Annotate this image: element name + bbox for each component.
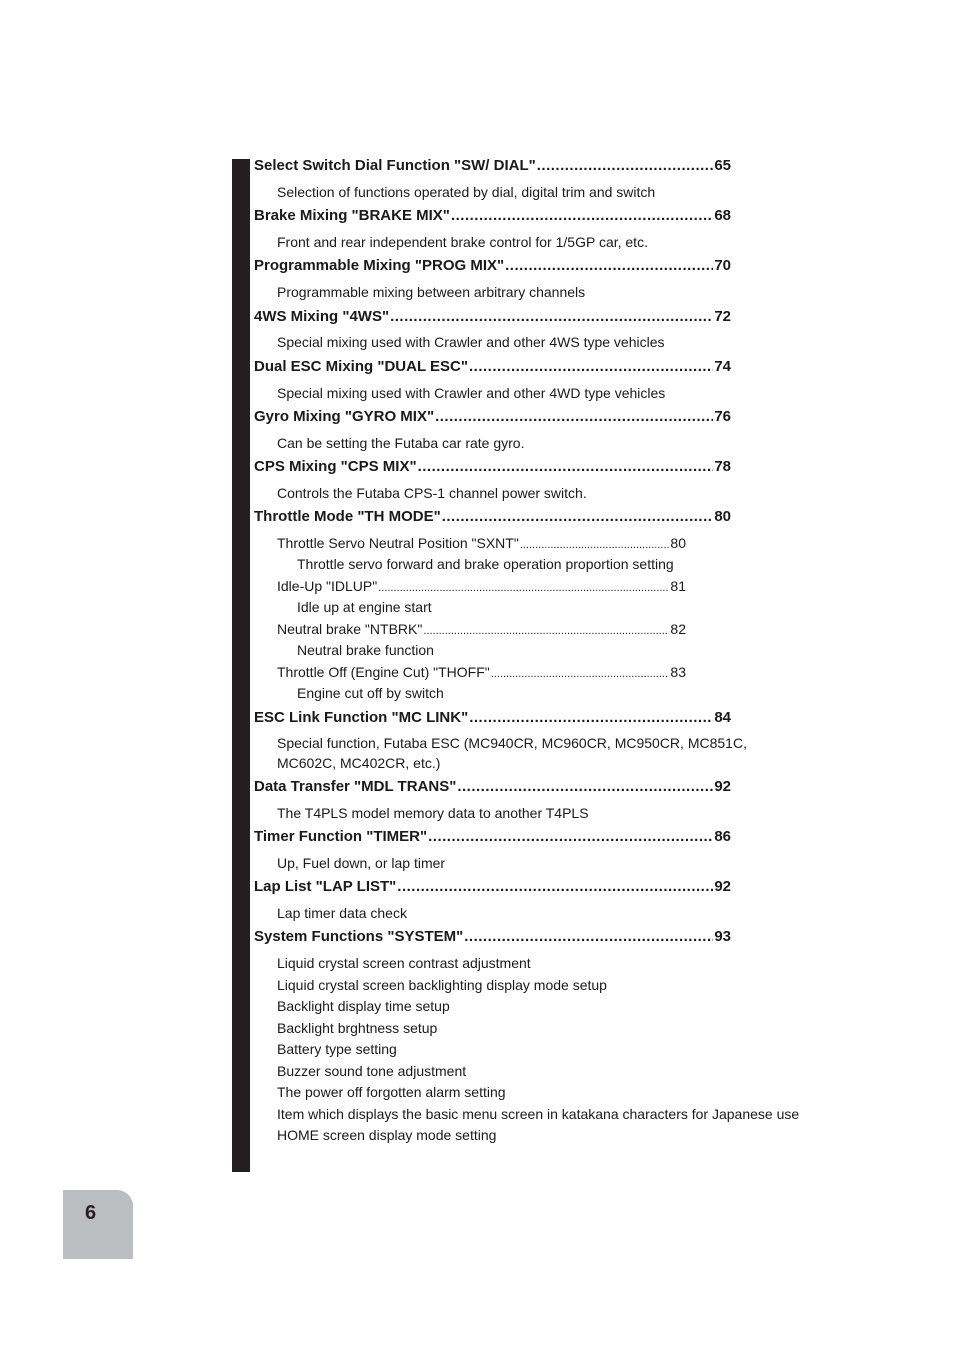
leader-dots — [428, 828, 713, 845]
toc-entry-title[interactable]: System Functions "SYSTEM" ..... 93 — [254, 928, 731, 945]
toc-entry-desc: Front and rear independent brake control for 1/5GP car, etc. — [277, 234, 648, 250]
leader-dots — [491, 668, 670, 680]
toc-subentry-title[interactable]: Throttle Off (Engine Cut) "THOFF" ..... 83 — [277, 664, 686, 680]
toc-entry-desc: Special mixing used with Crawler and other 4WD type vehicles — [277, 385, 666, 401]
page-ref: 70 — [714, 257, 731, 274]
page-ref: 82 — [670, 621, 686, 637]
toc-entry-desc: Buzzer sound tone adjustment — [277, 1063, 467, 1079]
page-ref: 74 — [714, 358, 731, 375]
toc-entry-desc: MC602C, MC402CR, etc.) — [277, 755, 441, 771]
toc-entry-desc: Special mixing used with Crawler and other 4WS type vehicles — [277, 334, 665, 350]
page-ref: 80 — [670, 535, 686, 551]
toc-entry-title[interactable]: Timer Function "TIMER" ..... 86 — [254, 828, 731, 845]
page-ref: 84 — [714, 709, 731, 726]
toc-entry-title[interactable]: Dual ESC Mixing "DUAL ESC" ..... 74 — [254, 358, 731, 375]
toc-entry-title[interactable]: Brake Mixing "BRAKE MIX" ..... 68 — [254, 207, 731, 224]
toc-entry-desc: Lap timer data check — [277, 905, 407, 921]
leader-dots — [397, 878, 713, 895]
leader-dots — [505, 257, 713, 274]
page-ref: 72 — [714, 308, 731, 325]
toc-subentry-title[interactable]: Throttle Servo Neutral Position "SXNT" ..... 80 — [277, 535, 686, 551]
leader-dots — [520, 539, 670, 551]
toc-subentry-title[interactable]: Idle-Up "IDLUP" ..... 81 — [277, 578, 686, 594]
toc-entry-desc: Liquid crystal screen contrast adjustment — [277, 955, 531, 971]
toc-entry-desc: Up, Fuel down, or lap timer — [277, 855, 446, 871]
leader-dots — [451, 207, 713, 224]
toc-entry-title[interactable]: Gyro Mixing "GYRO MIX" ..... 76 — [254, 408, 731, 425]
toc-subentry-desc: Idle up at engine start — [297, 599, 432, 615]
toc-subentry-desc: Throttle servo forward and brake operation proportion setting — [297, 556, 674, 572]
toc-entry-desc: The T4PLS model memory data to another T4PLS — [277, 805, 589, 821]
leader-dots — [537, 157, 714, 174]
toc-subentry-desc: Neutral brake function — [297, 642, 434, 658]
page-ref: 93 — [714, 928, 731, 945]
page-number-tab — [63, 1190, 133, 1259]
toc-entry-desc: Liquid crystal screen backlighting display mode setup — [277, 977, 607, 993]
leader-dots — [442, 508, 714, 525]
toc-entry-desc: Battery type setting — [277, 1041, 397, 1057]
toc-entry-desc: The power off forgotten alarm setting — [277, 1084, 506, 1100]
toc-entry-desc: Programmable mixing between arbitrary channels — [277, 284, 586, 300]
page-ref: 78 — [714, 458, 731, 475]
sidebar-bar — [232, 159, 250, 1172]
leader-dots — [378, 582, 669, 594]
toc-entry-title[interactable]: ESC Link Function "MC LINK" ..... 84 — [254, 709, 731, 726]
page-ref: 80 — [714, 508, 731, 525]
page-ref: 76 — [714, 408, 731, 425]
leader-dots — [469, 709, 713, 726]
toc-entry-desc: Special function, Futaba ESC (MC940CR, MC960CR, MC950CR, MC851C, — [277, 735, 747, 751]
page-ref: 68 — [714, 207, 731, 224]
toc-entry-desc: Selection of functions operated by dial, digital trim and switch — [277, 184, 656, 200]
toc-subentry-desc: Engine cut off by switch — [297, 685, 444, 701]
toc-entry-title[interactable]: Select Switch Dial Function "SW/ DIAL" ..... 65 — [254, 157, 731, 174]
toc-entry-title[interactable]: Data Transfer "MDL TRANS" ..... 92 — [254, 778, 731, 795]
page-ref: 83 — [670, 664, 686, 680]
leader-dots — [390, 308, 713, 325]
toc-entry-title[interactable]: Lap List "LAP LIST" ..... 92 — [254, 878, 731, 895]
toc-entry-desc: HOME screen display mode setting — [277, 1127, 497, 1143]
page-ref: 86 — [714, 828, 731, 845]
toc-entry-desc: Backlight display time setup — [277, 998, 450, 1014]
toc-entry-title[interactable]: Throttle Mode "TH MODE" ..... 80 — [254, 508, 731, 525]
page-ref: 92 — [714, 878, 731, 895]
leader-dots — [418, 458, 714, 475]
toc-entry-title[interactable]: Programmable Mixing "PROG MIX" ..... 70 — [254, 257, 731, 274]
page-number: 6 — [84, 1202, 97, 1224]
toc-entry-desc: Can be setting the Futaba car rate gyro. — [277, 435, 525, 451]
leader-dots — [464, 928, 713, 945]
leader-dots — [469, 358, 713, 375]
toc-entry-title[interactable]: CPS Mixing "CPS MIX" ..... 78 — [254, 458, 731, 475]
page-ref: 81 — [670, 578, 686, 594]
toc-entry-desc: Item which displays the basic menu screen in katakana characters for Japanese use — [277, 1106, 800, 1122]
page-ref: 92 — [714, 778, 731, 795]
leader-dots — [435, 408, 713, 425]
toc-subentry-title[interactable]: Neutral brake "NTBRK" ..... 82 — [277, 621, 686, 637]
leader-dots — [457, 778, 713, 795]
page-ref: 65 — [714, 157, 731, 174]
leader-dots — [423, 625, 669, 637]
toc-entry-title[interactable]: 4WS Mixing "4WS" ..... 72 — [254, 308, 731, 325]
toc-entry-desc: Backlight brghtness setup — [277, 1020, 438, 1036]
toc-entry-desc: Controls the Futaba CPS-1 channel power switch. — [277, 485, 587, 501]
